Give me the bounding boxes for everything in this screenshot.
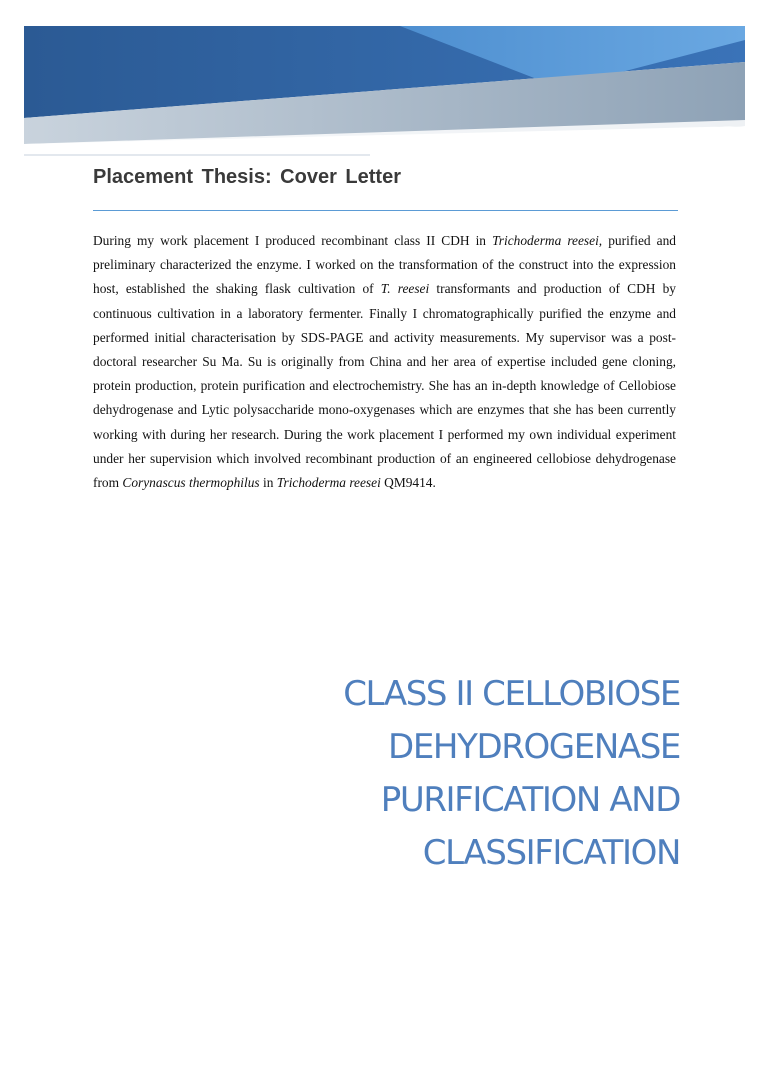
thesis-title-line: CLASS II CELLOBIOSE xyxy=(343,674,680,714)
paragraph-text: purified and preliminary characterized the enzyme. I worked on the transformation of the construct into the expression host, established the shaking flask cultivation of xyxy=(93,233,676,297)
thesis-title-line: CLASSIFICATION xyxy=(422,833,680,873)
species-name: Trichoderma reesei, xyxy=(492,233,603,248)
cover-letter-paragraph xyxy=(93,229,676,495)
thesis-title xyxy=(300,668,680,880)
paragraph-text: in xyxy=(259,475,277,491)
species-name: Corynascus thermophilus xyxy=(122,475,260,491)
species-name: Trichoderma reesei xyxy=(276,475,381,491)
species-name: T. reesei xyxy=(380,281,430,297)
page-heading: Placement Thesis: Cover Letter xyxy=(93,166,401,188)
heading-divider xyxy=(93,210,678,211)
paragraph-text: QM9414. xyxy=(380,475,436,491)
header-banner xyxy=(0,0,768,170)
paragraph-text: transformants and production of CDH by continuous cultivation in a laboratory fermenter. Finally I chromatographically purified the enzyme and performed initial characterisation by SDS-PAGE and activity measurements. My supervisor was a post-doctoral researcher Su Ma. Su is originally from China and her area of expertise included gene cloning, protein production, protein purification and electrochemistry. She has an in-depth knowledge of Cellobiose dehydrogenase and Lytic polysaccharide mono-oxygenases which are enzymes that she has been currently working with during her research. During the work placement I performed my own individual experiment under her supervision which involved recombinant production of an engineered cellobiose dehydrogenase from xyxy=(93,281,677,491)
paragraph-text: During my work placement I produced recombinant class II CDH in xyxy=(93,233,493,248)
thesis-title-line: DEHYDROGENASE xyxy=(388,727,680,767)
thesis-title-line: PURIFICATION AND xyxy=(380,780,680,820)
